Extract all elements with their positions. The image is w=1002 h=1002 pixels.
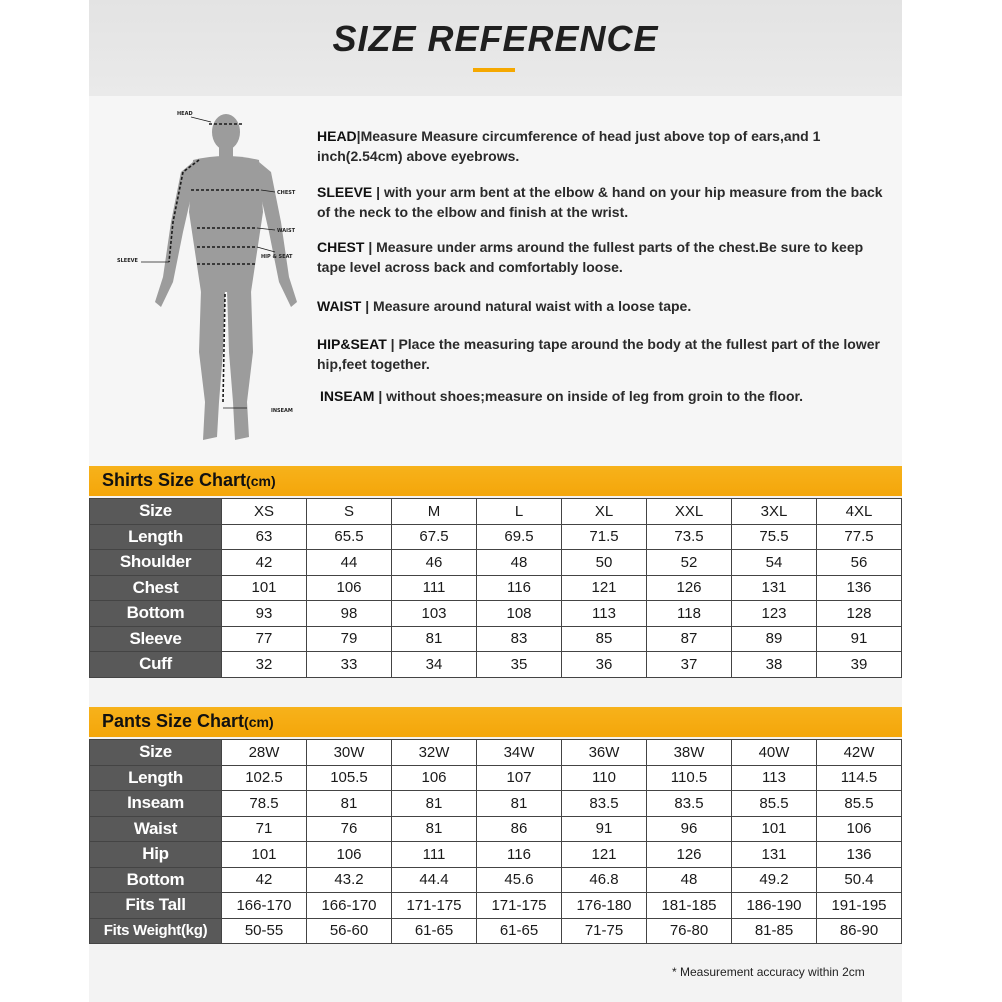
table-cell: 56	[817, 550, 902, 576]
measurement-footnote: * Measurement accuracy within 2cm	[672, 965, 865, 979]
shirts-chart-title	[102, 470, 276, 491]
pants-unit-text: (cm)	[244, 714, 274, 730]
table-cell: 40W	[732, 740, 817, 766]
table-cell: 36W	[562, 740, 647, 766]
table-cell: 86-90	[817, 918, 902, 944]
table-cell: 121	[562, 842, 647, 868]
table-cell: 101	[222, 842, 307, 868]
table-row	[90, 765, 902, 791]
measure-term: WAIST	[317, 298, 362, 314]
table-cell: 85	[562, 626, 647, 652]
table-cell: M	[392, 499, 477, 525]
table-cell: 89	[732, 626, 817, 652]
table-cell: 48	[477, 550, 562, 576]
measure-term: SLEEVE	[317, 184, 373, 200]
measure-item-head	[317, 126, 887, 166]
table-cell: 34	[392, 652, 477, 678]
row-label: Bottom	[90, 867, 222, 893]
table-cell: 166-170	[307, 893, 392, 919]
table-row	[90, 918, 902, 944]
measurement-guide	[89, 96, 902, 466]
table-cell: 106	[817, 816, 902, 842]
measure-term: INSEAM	[320, 388, 375, 404]
table-cell: 81	[477, 791, 562, 817]
table-cell: 87	[647, 626, 732, 652]
table-cell: 106	[307, 842, 392, 868]
figure-label-inseam: INSEAM	[271, 408, 293, 414]
table-cell: 78.5	[222, 791, 307, 817]
table-cell: 86	[477, 816, 562, 842]
table-cell: S	[307, 499, 392, 525]
row-label: Shoulder	[90, 550, 222, 576]
table-row	[90, 575, 902, 601]
measure-item-waist	[317, 296, 887, 316]
table-cell: 81	[392, 816, 477, 842]
shirts-size-table	[89, 498, 902, 678]
table-cell: 181-185	[647, 893, 732, 919]
measure-text: | Measure under arms around the fullest parts of the chest.Be sure to keep tape level across back and comfortably loose.	[317, 239, 864, 275]
table-cell: 106	[307, 575, 392, 601]
table-cell: 171-175	[392, 893, 477, 919]
size-guide-sheet	[89, 0, 902, 1002]
table-cell: 77	[222, 626, 307, 652]
table-cell: 38	[732, 652, 817, 678]
table-cell: 34W	[477, 740, 562, 766]
table-row	[90, 816, 902, 842]
shirts-title-text: Shirts Size Chart	[102, 470, 247, 490]
table-cell: 91	[562, 816, 647, 842]
table-cell: 38W	[647, 740, 732, 766]
table-cell: 75.5	[732, 524, 817, 550]
table-cell: 42	[222, 550, 307, 576]
figure-label-head: HEAD	[177, 111, 193, 117]
table-cell: 30W	[307, 740, 392, 766]
table-cell: 101	[222, 575, 307, 601]
row-label: Bottom	[90, 601, 222, 627]
table-cell: 103	[392, 601, 477, 627]
measure-item-sleeve	[317, 182, 887, 222]
table-cell: 48	[647, 867, 732, 893]
measure-text: | Measure around natural waist with a loose tape.	[361, 298, 692, 314]
row-label: Size	[90, 499, 222, 525]
row-label: Sleeve	[90, 626, 222, 652]
measure-text: |Measure Measure circumference of head just above top of ears,and 1 inch(2.54cm) above eyebrows.	[317, 128, 821, 164]
table-cell: 116	[477, 575, 562, 601]
row-label: Length	[90, 765, 222, 791]
table-cell: 121	[562, 575, 647, 601]
table-cell: 110.5	[647, 765, 732, 791]
table-cell: 28W	[222, 740, 307, 766]
table-cell: XXL	[647, 499, 732, 525]
table-row	[90, 791, 902, 817]
table-row	[90, 867, 902, 893]
table-cell: 50	[562, 550, 647, 576]
figure-label-hip-seat: HIP & SEAT	[261, 254, 293, 260]
title-underline	[473, 68, 515, 72]
table-cell: 37	[647, 652, 732, 678]
table-cell: L	[477, 499, 562, 525]
table-cell: 61-65	[477, 918, 562, 944]
pants-size-table	[89, 739, 902, 944]
table-cell: 69.5	[477, 524, 562, 550]
table-cell: 123	[732, 601, 817, 627]
table-row	[90, 740, 902, 766]
table-cell: 49.2	[732, 867, 817, 893]
measure-item-inseam	[320, 386, 890, 406]
title-band	[89, 0, 902, 96]
row-label: Inseam	[90, 791, 222, 817]
row-label: Cuff	[90, 652, 222, 678]
table-cell: 176-180	[562, 893, 647, 919]
table-cell: 71.5	[562, 524, 647, 550]
figure-label-waist: WAIST	[277, 228, 296, 234]
table-cell: 105.5	[307, 765, 392, 791]
measure-text: | with your arm bent at the elbow & hand on your hip measure from the back of the neck to the elbow and finish at the wrist.	[317, 184, 883, 220]
table-row	[90, 842, 902, 868]
measure-item-chest	[317, 237, 887, 277]
row-label: Fits Tall	[90, 893, 222, 919]
table-row	[90, 550, 902, 576]
measure-item-hip-seat	[317, 334, 887, 374]
pants-title-text: Pants Size Chart	[102, 711, 245, 731]
table-cell: 166-170	[222, 893, 307, 919]
table-cell: 118	[647, 601, 732, 627]
measure-text: | without shoes;measure on inside of leg from groin to the floor.	[374, 388, 804, 404]
page-title: SIZE REFERENCE	[332, 18, 659, 59]
table-cell: 76	[307, 816, 392, 842]
table-cell: 44	[307, 550, 392, 576]
table-row	[90, 524, 902, 550]
table-row	[90, 601, 902, 627]
row-label: Waist	[90, 816, 222, 842]
table-cell: 83.5	[647, 791, 732, 817]
table-cell: 35	[477, 652, 562, 678]
table-cell: 101	[732, 816, 817, 842]
table-cell: 79	[307, 626, 392, 652]
table-cell: 113	[562, 601, 647, 627]
pants-chart-title	[102, 711, 274, 732]
table-cell: 45.6	[477, 867, 562, 893]
table-cell: 4XL	[817, 499, 902, 525]
table-cell: 32	[222, 652, 307, 678]
table-cell: 61-65	[392, 918, 477, 944]
table-cell: 111	[392, 575, 477, 601]
measure-term: CHEST	[317, 239, 365, 255]
table-cell: 111	[392, 842, 477, 868]
table-cell: 46.8	[562, 867, 647, 893]
table-cell: 33	[307, 652, 392, 678]
table-cell: 52	[647, 550, 732, 576]
table-cell: 71	[222, 816, 307, 842]
table-cell: 126	[647, 575, 732, 601]
table-cell: 42W	[817, 740, 902, 766]
row-label: Size	[90, 740, 222, 766]
table-cell: 54	[732, 550, 817, 576]
table-cell: 81	[307, 791, 392, 817]
table-cell: 67.5	[392, 524, 477, 550]
table-cell: 81	[392, 791, 477, 817]
table-cell: 44.4	[392, 867, 477, 893]
table-row	[90, 499, 902, 525]
table-cell: 96	[647, 816, 732, 842]
table-cell: 91	[817, 626, 902, 652]
table-cell: 107	[477, 765, 562, 791]
table-cell: 32W	[392, 740, 477, 766]
table-cell: 114.5	[817, 765, 902, 791]
table-cell: 108	[477, 601, 562, 627]
figure-label-chest: CHEST	[277, 190, 296, 196]
table-cell: 93	[222, 601, 307, 627]
table-cell: 83.5	[562, 791, 647, 817]
shirts-unit-text: (cm)	[246, 473, 276, 489]
table-cell: 73.5	[647, 524, 732, 550]
table-cell: 171-175	[477, 893, 562, 919]
table-cell: 81-85	[732, 918, 817, 944]
table-cell: 110	[562, 765, 647, 791]
measure-text: | Place the measuring tape around the body at the fullest part of the lower hip,feet together.	[317, 336, 880, 372]
measure-term: HIP&SEAT	[317, 336, 387, 352]
table-cell: 128	[817, 601, 902, 627]
table-row	[90, 626, 902, 652]
pants-chart-header	[89, 707, 902, 737]
table-cell: 81	[392, 626, 477, 652]
table-cell: 42	[222, 867, 307, 893]
table-cell: 63	[222, 524, 307, 550]
table-cell: 46	[392, 550, 477, 576]
table-cell: 113	[732, 765, 817, 791]
table-row	[90, 652, 902, 678]
table-cell: 106	[392, 765, 477, 791]
table-cell: 116	[477, 842, 562, 868]
table-cell: 85.5	[732, 791, 817, 817]
table-cell: 83	[477, 626, 562, 652]
table-cell: 131	[732, 575, 817, 601]
shirts-chart-header	[89, 466, 902, 496]
table-cell: 56-60	[307, 918, 392, 944]
table-cell: 76-80	[647, 918, 732, 944]
table-cell: 98	[307, 601, 392, 627]
table-cell: XL	[562, 499, 647, 525]
table-cell: 43.2	[307, 867, 392, 893]
body-silhouette-figure	[111, 102, 321, 452]
table-cell: 39	[817, 652, 902, 678]
figure-label-sleeve: SLEEVE	[117, 258, 138, 264]
row-label: Length	[90, 524, 222, 550]
table-cell: 85.5	[817, 791, 902, 817]
row-label: Fits Weight(kg)	[90, 918, 222, 944]
table-cell: 71-75	[562, 918, 647, 944]
table-cell: 77.5	[817, 524, 902, 550]
measure-term: HEAD	[317, 128, 357, 144]
table-cell: 3XL	[732, 499, 817, 525]
table-cell: 191-195	[817, 893, 902, 919]
table-cell: 136	[817, 842, 902, 868]
table-cell: 36	[562, 652, 647, 678]
table-cell: XS	[222, 499, 307, 525]
table-cell: 102.5	[222, 765, 307, 791]
table-row	[90, 893, 902, 919]
table-cell: 131	[732, 842, 817, 868]
table-cell: 186-190	[732, 893, 817, 919]
table-cell: 50-55	[222, 918, 307, 944]
row-label: Chest	[90, 575, 222, 601]
silhouette-shape	[155, 114, 297, 440]
table-cell: 50.4	[817, 867, 902, 893]
table-cell: 65.5	[307, 524, 392, 550]
table-cell: 126	[647, 842, 732, 868]
table-cell: 136	[817, 575, 902, 601]
row-label: Hip	[90, 842, 222, 868]
